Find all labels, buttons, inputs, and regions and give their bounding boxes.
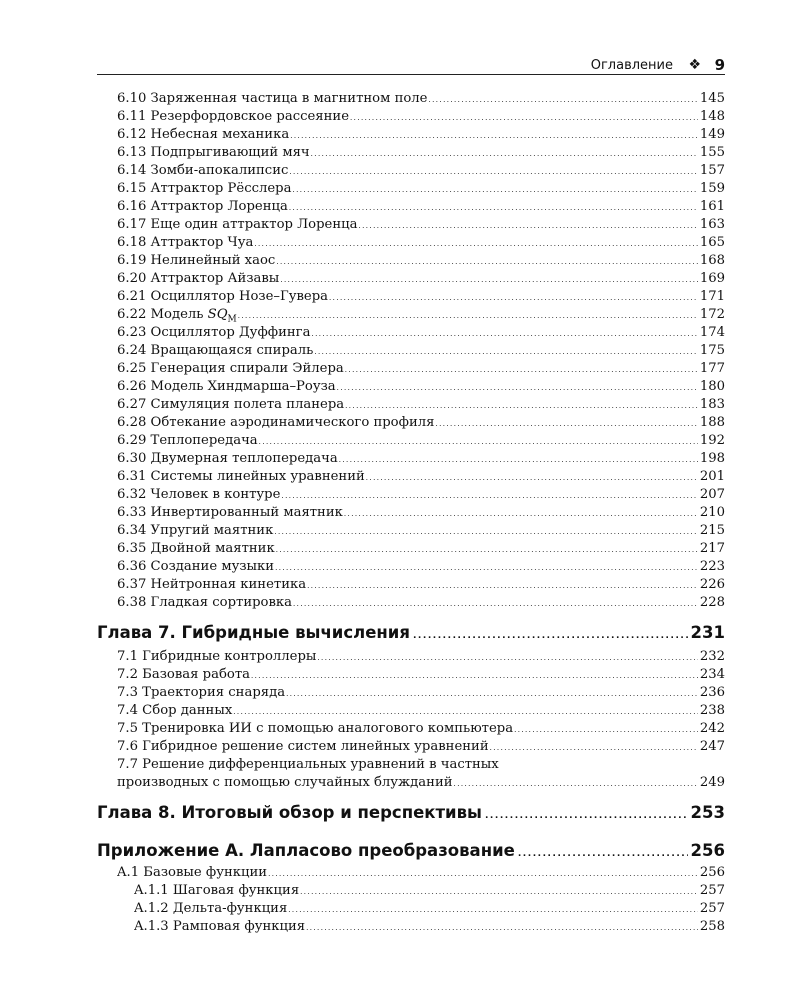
toc-entry[interactable] (117, 432, 725, 450)
toc-leader (275, 558, 698, 576)
math-subscript: M (227, 314, 237, 324)
toc-entry[interactable] (117, 540, 725, 558)
page-number: 9 (714, 56, 725, 74)
toc-leader (306, 918, 698, 936)
toc-entry-title: 6.11 Резерфордовское рассеяние (117, 109, 350, 124)
toc-entry[interactable] (117, 576, 725, 594)
toc-leader (274, 522, 698, 540)
toc-entry-page: 174 (699, 325, 725, 340)
toc-entry-page: 201 (699, 469, 725, 484)
toc-entry-title: 6.23 Осциллятор Дуффинга (117, 325, 311, 340)
toc-leader (350, 108, 698, 126)
toc-leader (329, 288, 698, 306)
toc-entry-page: 169 (699, 271, 725, 286)
toc-entry[interactable] (117, 738, 725, 756)
toc-entry[interactable] (117, 288, 725, 306)
toc-entry[interactable] (117, 360, 725, 378)
toc-entry[interactable] (117, 108, 725, 126)
toc-entry[interactable] (117, 558, 725, 576)
toc-entry[interactable] (134, 882, 725, 900)
toc-entry-title: 6.37 Нейтронная кинетика (117, 577, 307, 592)
toc-entry[interactable] (117, 252, 725, 270)
toc-entry[interactable] (134, 900, 725, 918)
toc-leader (435, 414, 697, 432)
toc-entry[interactable] (117, 126, 725, 144)
toc-entry-title (117, 306, 237, 324)
toc-entry-title: 6.21 Осциллятор Нозе–Гувера (117, 289, 329, 304)
toc-leader (317, 648, 697, 666)
toc-entry[interactable] (117, 270, 725, 288)
chapter-page: 231 (690, 623, 725, 642)
toc-chapter[interactable] (97, 622, 725, 644)
toc-leader (490, 738, 698, 756)
toc-entry-page: 163 (699, 217, 725, 232)
toc-entry-title-line2: производных с помощью случайных блужданий (117, 775, 453, 790)
toc-leader (454, 774, 698, 792)
toc-leader (428, 90, 697, 108)
toc-entry-title: 7.2 Базовая работа (117, 667, 250, 682)
toc-entry-title: 7.5 Тренировка ИИ с помощью аналогового компьютера (117, 721, 514, 736)
toc-entry-title: 6.18 Аттрактор Чуа (117, 235, 254, 250)
running-header (97, 56, 725, 76)
toc-entry-page: 157 (699, 163, 725, 178)
toc-entry-title: 6.17 Еще один аттрактор Лоренца (117, 217, 358, 232)
toc-entry[interactable] (117, 702, 725, 720)
chapter-title: Приложение А. Лапласово преобразование (97, 841, 515, 860)
toc-entry-page: 172 (699, 307, 725, 322)
toc-entry-title: 6.20 Аттрактор Айзавы (117, 271, 280, 286)
toc-entry-page: 215 (699, 523, 725, 538)
toc-entry-title: 6.14 Зомби-апокалипсис (117, 163, 289, 178)
toc-leader (485, 802, 688, 824)
toc-leader (311, 324, 697, 342)
toc-leader (289, 198, 698, 216)
toc-entry-title: 6.34 Упругий маятник (117, 523, 274, 538)
toc-entry-page: 188 (699, 415, 725, 430)
toc-leader (307, 576, 698, 594)
toc-entry-page: 238 (699, 703, 725, 718)
toc-entry-title: 6.25 Генерация спирали Эйлера (117, 361, 344, 376)
toc-entry-page: 198 (699, 451, 725, 466)
toc-entry[interactable] (134, 918, 725, 936)
toc-entry[interactable] (117, 648, 725, 666)
toc-entry[interactable] (117, 522, 725, 540)
toc-entry-page: 232 (699, 649, 725, 664)
toc-entry-page: 171 (699, 289, 725, 304)
toc-leader (259, 432, 698, 450)
toc-leader (238, 306, 698, 324)
toc-entry-title: 6.32 Человек в контуре (117, 487, 281, 502)
toc-entry-page: 217 (699, 541, 725, 556)
toc-entry-page: 249 (699, 775, 725, 790)
toc-leader (293, 594, 698, 612)
toc-leader (339, 450, 698, 468)
toc-entry-title: A.1 Базовые функции (117, 865, 268, 880)
toc-entry-title: 7.3 Траектория снаряда (117, 685, 286, 700)
toc-entry-title: 6.24 Вращающаяся спираль (117, 343, 314, 358)
toc-entry-page: 256 (699, 865, 725, 880)
toc-entry[interactable] (117, 342, 725, 360)
toc-entry-title: 6.31 Системы линейных уравнений (117, 469, 365, 484)
toc-leader (366, 468, 698, 486)
toc-leader (345, 396, 698, 414)
toc-entry-page: 165 (699, 235, 725, 250)
toc-entry-page: 145 (699, 91, 725, 106)
toc-entry[interactable] (117, 162, 725, 180)
toc-entry-title: 7.6 Гибридное решение систем линейных уравнений (117, 739, 489, 754)
toc-entry-page: 257 (699, 901, 725, 916)
toc-entry-title: 6.27 Симуляция полета планера (117, 397, 345, 412)
toc-entry-page: 223 (699, 559, 725, 574)
toc-entry-title: 6.29 Теплопередача (117, 433, 258, 448)
toc-entry-title: 6.38 Гладкая сортировка (117, 595, 293, 610)
toc-entry-title: 6.13 Подпрыгивающий мяч (117, 145, 310, 160)
toc-entry[interactable] (117, 684, 725, 702)
toc-entry-title: 7.4 Сбор данных (117, 703, 233, 718)
toc-entry[interactable] (117, 306, 725, 324)
toc-entry[interactable] (117, 216, 725, 234)
toc-entry-title: 6.16 Аттрактор Лоренца (117, 199, 288, 214)
math-symbol: SQ (207, 307, 228, 322)
toc-entry[interactable] (117, 720, 725, 738)
chapter-page: 256 (690, 841, 725, 860)
toc-entry[interactable] (117, 666, 725, 684)
toc-entry-title: 6.15 Аттрактор Рёсслера (117, 181, 292, 196)
toc-entry[interactable] (117, 864, 725, 882)
header-rule (97, 74, 725, 75)
toc-entry[interactable] (117, 324, 725, 342)
toc-leader (290, 126, 698, 144)
toc-entry-page: 226 (699, 577, 725, 592)
toc-leader (311, 144, 698, 162)
toc-leader (337, 378, 698, 396)
toc-chapter[interactable] (97, 802, 725, 824)
toc-leader (276, 540, 698, 558)
toc-entry[interactable] (117, 144, 725, 162)
toc-chapter[interactable] (97, 840, 725, 862)
toc-entry-title: 7.1 Гибридные контроллеры (117, 649, 317, 664)
toc-entry-title: 6.30 Двумерная теплопередача (117, 451, 338, 466)
toc-entry-page: 242 (699, 721, 725, 736)
toc-leader (345, 360, 698, 378)
toc-entry[interactable] (117, 198, 725, 216)
toc-leader (276, 252, 698, 270)
toc-entry-page: 161 (699, 199, 725, 214)
toc-entry[interactable] (117, 450, 725, 468)
toc-leader (254, 234, 697, 252)
toc-entry-title: 6.28 Обтекание аэродинамического профиля (117, 415, 435, 430)
toc-entry-title: 6.35 Двойной маятник (117, 541, 275, 556)
toc-entry-page: 207 (699, 487, 725, 502)
toc-entry-page: 168 (699, 253, 725, 268)
toc-leader (413, 622, 688, 644)
toc-entry-title: A.1.3 Рамповая функция (134, 919, 306, 934)
toc-entry-page: 183 (699, 397, 725, 412)
toc-leader (286, 684, 698, 702)
toc-leader (314, 342, 698, 360)
toc-leader (268, 864, 698, 882)
toc-entry-page: 234 (699, 667, 725, 682)
toc-entry-page: 192 (699, 433, 725, 448)
ornament-icon: ❖ (688, 57, 701, 73)
toc-leader (288, 900, 698, 918)
toc-leader (281, 486, 697, 504)
toc-entry-page: 257 (699, 883, 725, 898)
toc-entry-page: 149 (699, 127, 725, 142)
toc-entry-title: A.1.2 Дельта-функция (134, 901, 288, 916)
toc-entry-title: 6.36 Создание музыки (117, 559, 275, 574)
toc-entry-page: 247 (699, 739, 725, 754)
toc-entry-page: 177 (699, 361, 725, 376)
chapter-title: Глава 8. Итоговый обзор и перспективы (97, 803, 482, 822)
toc-entry-page: 180 (699, 379, 725, 394)
toc-entry-title: 6.33 Инвертированный маятник (117, 505, 343, 520)
toc-leader (344, 504, 698, 522)
toc-entry-title: 6.19 Нелинейный хаос (117, 253, 276, 268)
toc-entry[interactable] (117, 378, 725, 396)
toc-entry[interactable] (117, 234, 725, 252)
toc-entry[interactable] (117, 774, 725, 792)
chapter-page: 253 (690, 803, 725, 822)
toc-entry[interactable] (117, 396, 725, 414)
toc-entry[interactable] (117, 468, 725, 486)
toc-entry[interactable] (117, 504, 725, 522)
toc-entry-page: 155 (699, 145, 725, 160)
toc-entry-title: 6.12 Небесная механика (117, 127, 290, 142)
toc-entry-page: 228 (699, 595, 725, 610)
toc-entry-page: 236 (699, 685, 725, 700)
toc-entry-title-prefix: 6.22 Модель (117, 307, 208, 322)
toc-entry[interactable] (117, 486, 725, 504)
toc-entry-page: 210 (699, 505, 725, 520)
toc-entry-page: 148 (699, 109, 725, 124)
toc-leader (300, 882, 698, 900)
toc-leader (251, 666, 698, 684)
toc-leader (292, 180, 697, 198)
toc-entry[interactable] (117, 594, 725, 612)
toc-entry[interactable] (117, 414, 725, 432)
running-header-title: Оглавление (590, 58, 673, 73)
toc-entry-title: A.1.1 Шаговая функция (134, 883, 300, 898)
toc-entry-title-line1[interactable]: 7.7 Решение дифференциальных уравнений в частных (117, 757, 499, 772)
toc-leader (280, 270, 698, 288)
toc-leader (233, 702, 698, 720)
toc-entry[interactable] (117, 90, 725, 108)
toc-leader (289, 162, 697, 180)
toc-leader (514, 720, 698, 738)
toc-entry-page: 175 (699, 343, 725, 358)
toc-entry-title: 6.26 Модель Хиндмарша–Роуза (117, 379, 336, 394)
toc-entry-title: 6.10 Заряженная частица в магнитном поле (117, 91, 428, 106)
toc-entry-page: 159 (699, 181, 725, 196)
toc-leader (518, 840, 688, 862)
toc-entry-page: 258 (699, 919, 725, 934)
toc-entry[interactable] (117, 180, 725, 198)
toc-leader (358, 216, 697, 234)
chapter-title: Глава 7. Гибридные вычисления (97, 623, 410, 642)
